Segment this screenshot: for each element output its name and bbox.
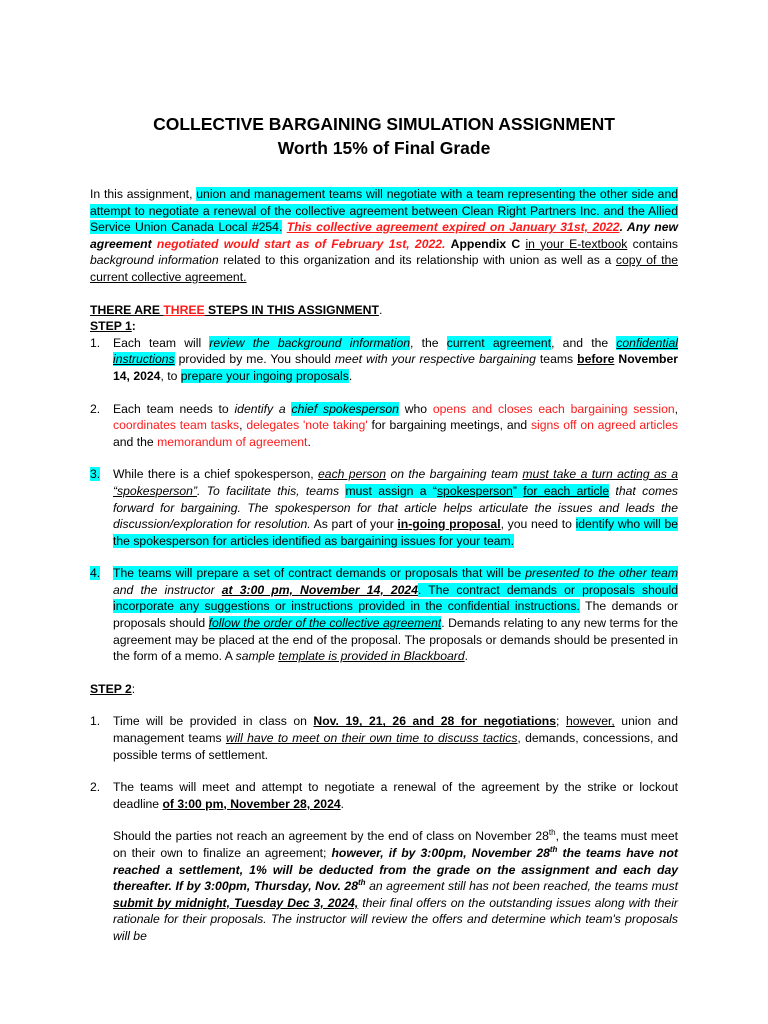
text-run: follow the order of the collective agreement: [208, 616, 442, 631]
text-run: and the: [113, 434, 158, 449]
text-run: . To facilitate this, teams: [197, 483, 346, 498]
text-run: Nov. 19, 21, 26 and 28 for negotiations: [313, 714, 557, 729]
spacer: [90, 549, 678, 565]
text-run: Should the parties not reach an agreement by the end of class on November 28: [113, 829, 549, 844]
text-run: , the: [410, 335, 447, 350]
intro-etextbook: in your E-textbook: [525, 236, 628, 251]
step1-heading: [90, 318, 678, 335]
list-item-text: [113, 335, 678, 385]
list-item: [90, 401, 678, 451]
steps-heading-period: .: [378, 302, 383, 317]
text-run: on the bargaining team: [386, 467, 523, 482]
spacer: [90, 286, 678, 302]
text-run: however, if by 3:00pm, November 28: [331, 846, 550, 860]
superscript: th: [548, 828, 556, 838]
text-run: must take a turn acting as a “spokesperson”: [113, 467, 678, 498]
text-run: before: [577, 352, 615, 367]
text-run: Each team will: [113, 335, 210, 350]
text-run: Time will be provided in class on: [113, 714, 314, 729]
text-run: identify who will be the spokesperson for articles identified as bargaining issues for your team.: [113, 517, 678, 548]
intro-paragraph: [90, 186, 678, 286]
text-run: of 3:00 pm, November 28, 2024: [162, 796, 341, 811]
page-title: COLLECTIVE BARGAINING SIMULATION ASSIGNMENT: [153, 114, 615, 134]
list-item-text: [113, 779, 678, 812]
intro-text: In this assignment,: [90, 187, 197, 201]
list-number: 1.: [90, 335, 101, 350]
list-number-text: 3.: [90, 467, 101, 482]
text-run: union and management teams: [113, 714, 678, 746]
spacer: [90, 385, 678, 401]
steps-heading: [90, 302, 678, 319]
text-run: submit by midnight, Tuesday Dec 3, 2024,: [113, 895, 359, 910]
spacer: [90, 665, 678, 681]
text-run: .: [348, 368, 353, 383]
intro-highlight: union and management teams will negotiate with a team representing the other side and attempt to negotiate a renewal of the collective agreement between Clean Right Partners Inc. and the Allied Service Union Canada Local #254.: [90, 187, 678, 235]
text-run: will have to meet on their own time to discuss tactics: [225, 731, 518, 746]
text-run: .: [307, 434, 311, 449]
text-run: . Demands relating to any new terms for the agreement may be placed at the end of the proposal. The proposals or demands should be presented in the form of a memo. A: [113, 616, 678, 664]
intro-text: contains: [627, 236, 678, 251]
text-run: ,: [239, 418, 247, 433]
text-run: meet with your respective bargaining: [334, 352, 536, 367]
text-run: chief spokesperson: [291, 401, 399, 416]
text-run: . The contract demands or proposals should incorporate any suggestions or instructions provided in the confidential instructions.: [113, 582, 678, 614]
steps-heading-text: STEPS IN THIS ASSIGNMENT: [204, 302, 379, 317]
text-run: for bargaining meetings, and: [367, 418, 531, 433]
spacer: [90, 450, 678, 466]
intro-start-date: negotiated would start as of February 1st, 2022.: [156, 236, 446, 251]
text-run: spokesperson: [436, 483, 513, 498]
text-run: current agreement: [446, 335, 552, 350]
step1-colon: :: [131, 319, 136, 334]
step2-heading: [90, 681, 678, 698]
text-run: ”: [512, 483, 524, 498]
list-item-text: [113, 565, 678, 665]
text-run: , and the: [551, 335, 617, 350]
text-run: delegates 'note taking': [246, 418, 368, 433]
text-run: each person: [318, 467, 387, 482]
list-number: 2.: [90, 401, 101, 416]
text-run: must assign a “: [345, 483, 437, 498]
list-item: [90, 565, 678, 665]
text-run: , you need to: [500, 517, 576, 532]
text-run: , the teams must meet on their own to finalize an agreement;: [113, 829, 678, 860]
spacer: [90, 812, 678, 828]
text-run: for each article: [523, 483, 610, 498]
intro-new-agreement: Any new agreement: [90, 220, 679, 251]
text-run: at 3:00 pm, November 14, 2024: [221, 582, 418, 597]
text-run: sample: [235, 649, 275, 664]
text-run: The teams will meet and attempt to negotiate a renewal of the agreement by the strike or lockout deadline: [113, 780, 678, 811]
list-item: [90, 779, 678, 812]
list-number: 1.: [90, 714, 101, 729]
text-run: review the background information: [209, 335, 411, 350]
text-run: an agreement still has not been reached, the teams must: [365, 879, 679, 894]
text-run: While there is a chief spokesperson,: [113, 467, 319, 482]
list-item: [90, 713, 678, 763]
list-item: [90, 335, 678, 385]
superscript: th: [357, 878, 366, 888]
text-run: their final offers on the outstanding issues along with their rationale for their proposals. The instructor will review the offers and determine which team's proposals will be: [113, 895, 678, 943]
intro-expiry: This collective agreement expired on January 31st, 2022: [286, 220, 620, 235]
spacer: [90, 763, 678, 779]
text-run: prepare your ingoing proposals: [180, 368, 349, 383]
text-run: in-going proposal: [397, 517, 501, 532]
text-run: that comes forward for bargaining. The spokesperson for that article helps articulate the issues and leads the discussion/exploration for resolution.: [113, 483, 678, 532]
superscript: th: [549, 844, 558, 854]
spacer: [90, 697, 678, 713]
text-run: The demands or proposals should: [113, 599, 678, 631]
list-number: 2.: [90, 780, 101, 795]
text-run: opens and closes each bargaining session: [432, 401, 675, 416]
text-run: Each team needs to: [113, 401, 235, 416]
text-run: and the instructor: [113, 582, 222, 597]
text-run: The teams will prepare a set of contract demands or proposals that will be: [113, 566, 526, 581]
intro-text: related to this organization and its relationship with union as well as a: [218, 253, 616, 268]
list-item: [90, 466, 678, 549]
text-run: memorandum of agreement: [157, 434, 308, 449]
text-run: confidential instructions: [113, 335, 678, 367]
list-item-text: [113, 401, 678, 451]
text-run: coordinates team tasks: [113, 418, 240, 433]
page-subtitle: Worth 15% of Final Grade: [277, 138, 491, 158]
text-run: ,: [674, 401, 679, 416]
text-run: provided by me. You should: [174, 352, 335, 367]
text-run: the teams have not reached a settlement, 1% will be deducted from the grade on the assignment and each day thereafter.: [113, 846, 678, 894]
intro-background: background information: [90, 253, 219, 268]
list-item-text: [113, 466, 678, 549]
text-run: .: [464, 649, 468, 664]
text-run: presented to the other team: [525, 566, 678, 581]
text-run: If by 3:00pm, Thursday, Nov. 28: [175, 879, 358, 894]
list-number: [90, 565, 113, 665]
step2-colon: :: [131, 681, 136, 696]
text-run: , demands, concessions, and possible terms of settlement.: [113, 731, 678, 762]
text-run: teams: [535, 352, 578, 367]
deadline-paragraph: [90, 828, 678, 944]
text-run: however,: [565, 714, 615, 729]
list-item-text: [113, 713, 678, 763]
text-run: November 14, 2024: [113, 352, 678, 383]
text-run: As part of your: [310, 517, 398, 532]
steps-heading-text: THERE ARE: [90, 302, 164, 317]
text-run: ;: [556, 714, 566, 729]
step1-label: STEP 1: [90, 319, 132, 334]
intro-copy: copy of the current collective agreement.: [90, 253, 679, 284]
intro-appendix: Appendix C: [450, 236, 521, 251]
text-run: who: [398, 401, 433, 416]
step2-label: STEP 2: [90, 681, 132, 696]
list-number-text: 4.: [90, 566, 101, 581]
text-run: , to: [160, 368, 181, 383]
text-run: .: [340, 796, 345, 811]
text-run: template is provided in Blackboard: [278, 649, 465, 664]
list-number: [90, 466, 113, 549]
intro-text: .: [619, 220, 627, 235]
text-run: identify a: [234, 401, 286, 416]
steps-heading-three: THREE: [163, 302, 205, 317]
text-run: signs off on agreed articles: [530, 418, 679, 433]
